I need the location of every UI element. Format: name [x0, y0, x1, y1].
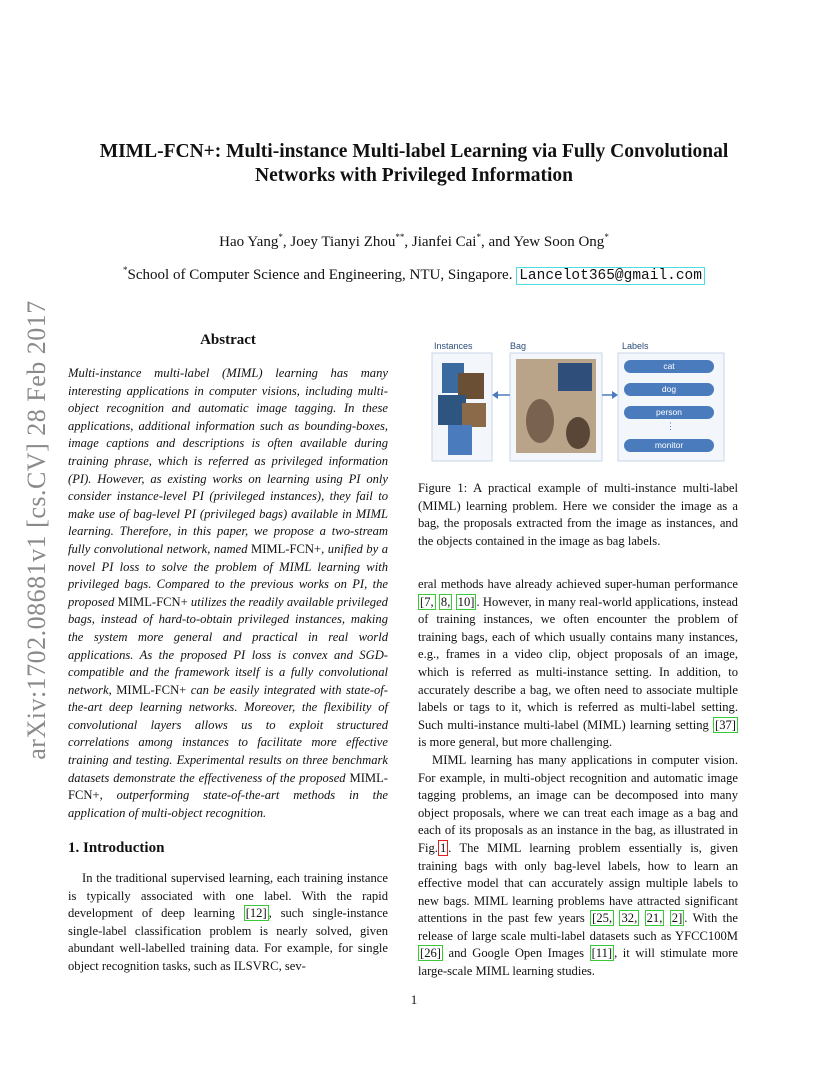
author-mark: **: [395, 232, 405, 242]
figure-caption: Figure 1: A practical example of multi-instance multi-label (MIML) learning problem. Here we consider the image as a bag, the proposals extracted from the image as instances, and the objects contained in the image as bag labels.: [418, 481, 738, 548]
text-run: , it will stimulate more large-scale MIML learning studies.: [418, 946, 738, 979]
instance-crop: [448, 425, 472, 455]
affiliation-mark: *: [123, 265, 128, 275]
page-number: 1: [410, 992, 418, 1007]
affiliation-text: School of Computer Science and Engineering, NTU, Singapore.: [127, 267, 513, 283]
text-run: . The MIML learning problem essentially is, given training bags with only bag-level labels, how to learn an effective model that can accurately assign multiple labels to new bags. MIML learning problems have attracted significant attentions in the past few years: [418, 840, 738, 926]
text-run: , such single-instance single-label classification problem is nearly solved, given abundant well-labelled training data. For example, for single object recognition tasks, such as ILSVRC, sev-: [68, 906, 388, 973]
text-run: . With the release of large scale multi-label datasets such as YFCC100M: [418, 911, 739, 943]
citation-link[interactable]: 10]: [457, 594, 475, 609]
text-run: Multi-instance multi-label (MIML) learning has many interesting applications in computer visions, including multi-object recognition and automatic image tagging. In these applications, additional information such as bounding-boxes, image captions and descriptions is often available during training phrase, which is referred as privileged information (PI). However, as existing works on learning using PI only consider instance-level PI (privileged instances), they fail to make use of bag-level PI (privileged bags) available in MIML learning. Therefore, in this paper, we propose a two-stream fully convolutional network, named: [68, 366, 388, 556]
right-column: [418, 576, 738, 981]
text-run: can be easily integrated with state-of-the-art deep learning networks. Moreover, the flexibility of convolutional layers allows us to exploit structured correlations among instances to facilitate more effective training and testing. Experimental results on three benchmark datasets demonstrate the effectiveness of the proposed: [68, 682, 389, 785]
text-run: and Google Open Images: [442, 946, 590, 961]
citation-link[interactable]: [7,: [420, 594, 434, 609]
arxiv-side-label: arXiv:1702.08681v1 [cs.CV] 28 Feb 2017: [22, 300, 51, 760]
instance-crop: [462, 403, 486, 427]
text-run: , outperforming state-of-the-art methods in the application of multi-object recognition.: [68, 788, 388, 820]
author-list: Hao Yang*, Joey Tianyi Zhou**, Jianfei Cai*, and Yew Soon Ong*: [219, 232, 609, 250]
email-link[interactable]: Lancelot365@gmail.com: [516, 267, 705, 285]
text-run: In the traditional supervised learning, each training instance is typically associated with one label. With the rapid development of deep learning: [68, 871, 388, 921]
label-monitor: monitor: [624, 439, 714, 452]
figure-label-labels: Labels: [622, 341, 649, 351]
intro-paragraph: [68, 870, 388, 976]
citation-link[interactable]: [26]: [420, 946, 441, 961]
text-run: MIML-FCN+: [68, 770, 388, 803]
abstract-body: [68, 365, 388, 822]
affiliation: [70, 265, 758, 284]
instance-crop: [438, 395, 466, 425]
text-run: MIML-FCN+: [117, 594, 188, 609]
paper-title: MIML-FCN+: Multi-instance Multi-label Learning via Fully Convolutional Networks with Privileged Information: [99, 141, 729, 186]
figure-ref-link[interactable]: 1: [439, 840, 447, 855]
intro-heading: 1. Introduction: [68, 840, 165, 856]
citation-link[interactable]: 32,: [621, 911, 638, 926]
citation-link[interactable]: [12]: [245, 906, 267, 921]
citation-link[interactable]: 21,: [646, 911, 663, 926]
abstract-heading: Abstract: [200, 332, 256, 348]
figure-label-bag: Bag: [510, 341, 527, 351]
citation-link[interactable]: [11]: [591, 946, 613, 961]
citation-link[interactable]: [37]: [715, 717, 736, 732]
bag-monitor: [558, 363, 592, 391]
author-name: Yew Soon Ong: [513, 234, 605, 250]
text-run: . However, in many real-world applications, instead of training instances, we often encounter the problem of training bags, each of which usually contains many instances, e.g., frames in a video clip, object proposals of an image, which is referred as multi-instance setting. In addition, to accurately describe a bag, we often need to associate multiple labels or tags to it, which is referred as multi-label setting. Such multi-instance multi-label (MIML) learning setting: [418, 594, 738, 732]
label-ellipsis: ⋮: [666, 421, 675, 431]
citation-link[interactable]: 8,: [440, 594, 451, 609]
figure-1: [418, 335, 738, 465]
text-run: is more general, but more challenging.: [418, 735, 613, 750]
bag-cat: [526, 399, 554, 443]
text-run: eral methods have already achieved super-human performance: [418, 577, 738, 591]
author-mark: *: [476, 232, 481, 242]
text-run: , unified by a novel PI loss to solve the problem of MIML learning with privileged bags. Compared to the previous works on PI, the proposed: [68, 541, 388, 609]
citation-link[interactable]: 2]: [671, 911, 683, 926]
author-name: Jianfei Cai: [411, 234, 477, 250]
bag-dog: [566, 417, 590, 449]
text-run: MIML-FCN+: [251, 541, 322, 556]
citation-link[interactable]: [25,: [592, 911, 613, 926]
author-mark: *: [604, 232, 609, 242]
text-run: [639, 911, 644, 925]
text-run: utilizes the readily available privileged bags, instead of hard-to-obtain privileged instances, making the system more general and practical in real world applications. As the proposed PI loss is convex and SGD-compatible and the framework itself is a fully convolutional network,: [68, 594, 388, 697]
text-run: MIML-FCN+: [116, 682, 187, 697]
intro-paragraph-cont: [418, 576, 738, 752]
author-name: Joey Tianyi Zhou: [290, 234, 396, 250]
author-name: Hao Yang: [219, 234, 279, 250]
text-run: MIML learning has many applications in computer vision. For example, in multi-object recognition and automatic image tagging problems, an image can be decomposed into many object proposals, where we can treat each image as a bag and each of its proposals as an instance in the bag, as illustrated in Fig.: [418, 752, 738, 855]
label-dog: dog: [624, 383, 714, 396]
label-person: person: [624, 406, 714, 419]
figure-label-instances: Instances: [434, 341, 473, 351]
author-mark: *: [278, 232, 283, 242]
intro-paragraph-2: [418, 752, 738, 981]
text-run: [664, 911, 669, 925]
label-cat: cat: [624, 360, 714, 373]
